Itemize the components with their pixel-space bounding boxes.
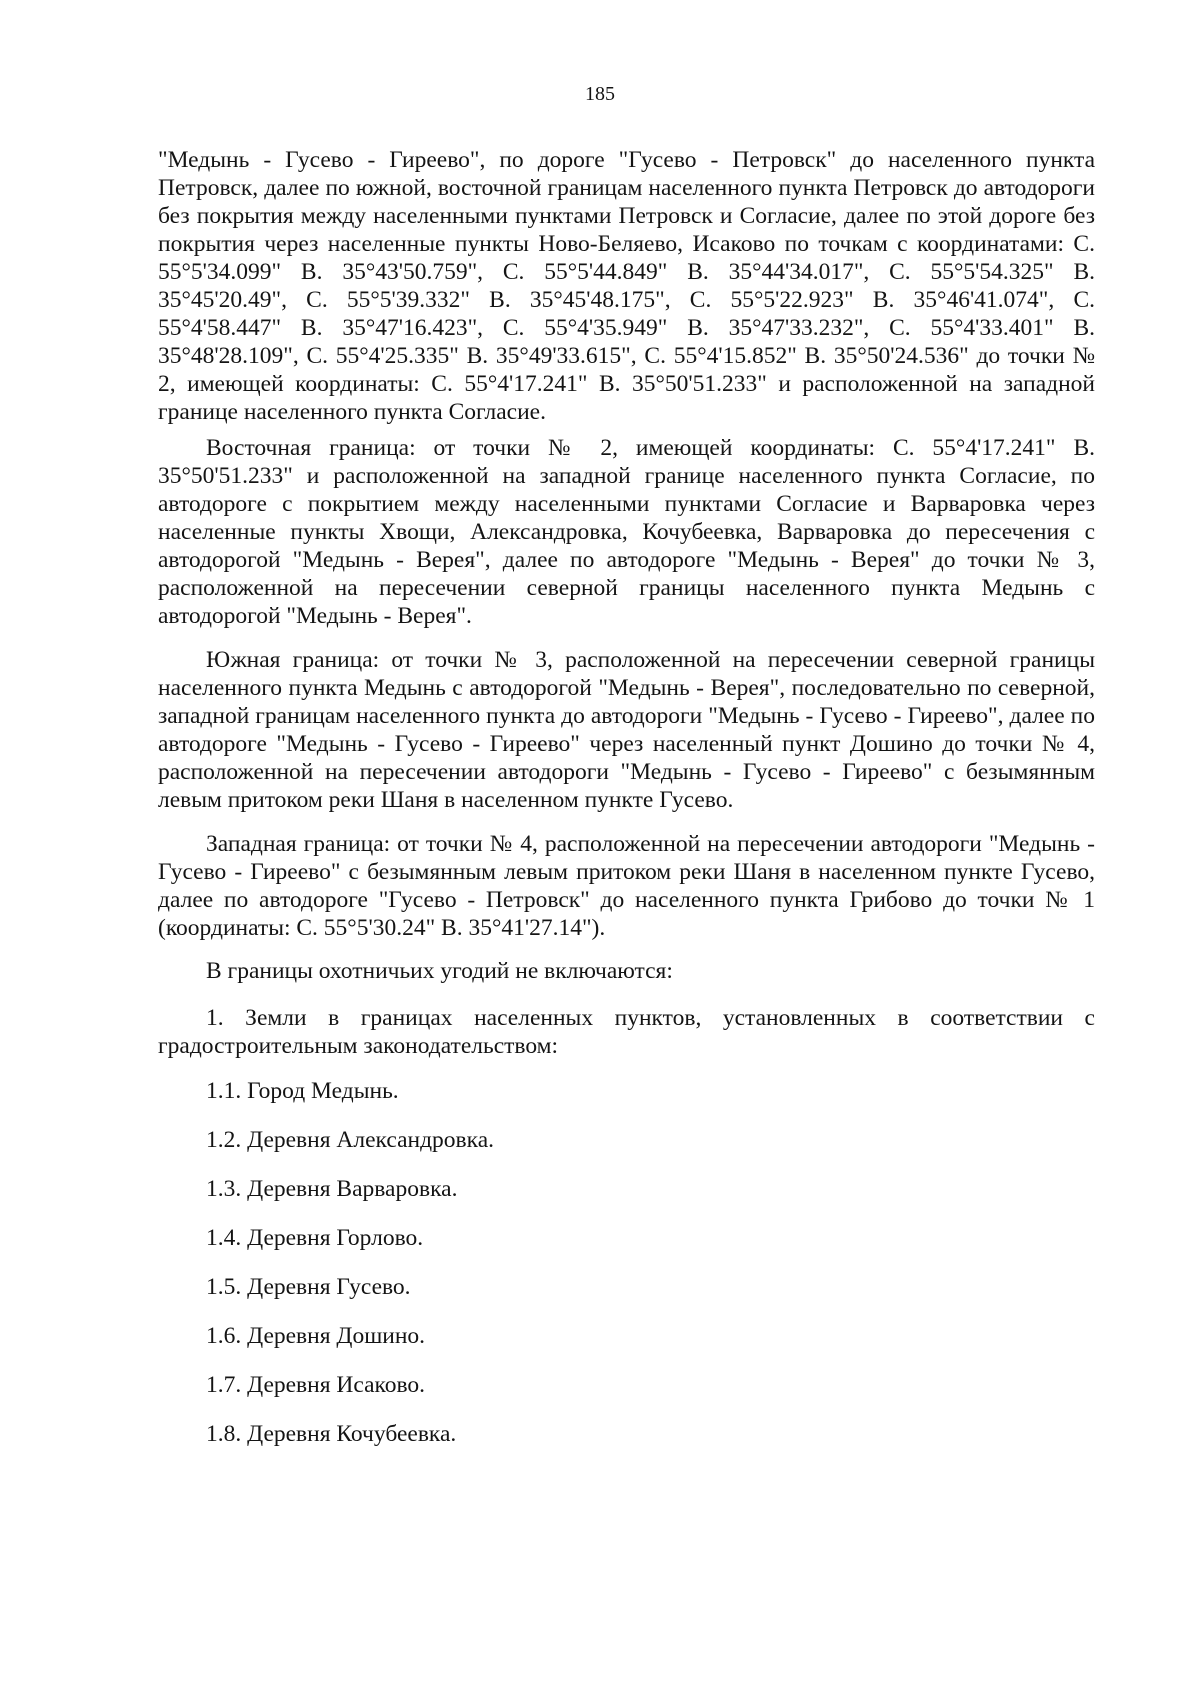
list-item: 1.6. Деревня Дошино. (206, 1323, 426, 1349)
paragraph-eastern-border: Восточная граница: от точки № 2, имеющей координаты: С. 55°4'17.241" В. 35°50'51.233" и расположенной на западной границе населенного пункта Согласие, по автодороге с покрытием между населенными пунктами Согласие и Варваровка через населенные пункты Хвощи, Александровка, Кочубеевка, Варваровка до пересечения с автодорогой "Медынь - Верея", далее по автодороге "Медынь - Верея" до точки № 3, расположенной на пересечении северной границы населенного пункта Медынь с автодорогой "Медынь - Верея". (158, 435, 1095, 629)
paragraph-northern-border-continuation: "Медынь - Гусево - Гиреево", по дороге "Гусево - Петровск" до населенного пункта Петровск, далее по южной, восточной границам населенного пункта Петровск до автодороги без покрытия между населенными пунктами Петровск и Согласие, далее по этой дороге без покрытия через населенные пункты Ново-Беляево, Исаково по точкам с координатами: С. 55°5'34.099" В. 35°43'50.759", С. 55°5'44.849" В. 35°44'34.017", С. 55°5'54.325" В. 35°45'20.49", С. 55°5'39.332" В. 35°45'48.175", С. 55°5'22.923" В. 35°46'41.074", С. 55°4'58.447" В. 35°47'16.423", С. 55°4'35.949" В. 35°47'33.232", С. 55°4'33.401" В. 35°48'28.109", С. 55°4'25.335" В. 35°49'33.615", С. 55°4'15.852" В. 35°50'24.536" до точки № 2, имеющей координаты: С. 55°4'17.241" В. 35°50'51.233" и расположенной на западной границе населенного пункта Согласие. (158, 147, 1095, 425)
list-item: 1.4. Деревня Горлово. (206, 1225, 424, 1251)
list-item: 1.7. Деревня Исаково. (206, 1372, 426, 1398)
list-item: 1.3. Деревня Варваровка. (206, 1176, 458, 1202)
list-item: 1.1. Город Медынь. (206, 1078, 399, 1104)
paragraph-western-border: Западная граница: от точки № 4, расположенной на пересечении автодороги "Медынь - Гусево - Гиреево" с безымянным левым притоком реки Шаня в населенном пункте Гусево, далее по автодороге "Гусево - Петровск" до населенного пункта Грибово до точки № 1 (координаты: С. 55°5'30.24" В. 35°41'27.14"). (158, 831, 1095, 941)
page-number: 185 (585, 83, 615, 105)
list-item: 1.2. Деревня Александровка. (206, 1127, 495, 1153)
list-item: 1.8. Деревня Кочубеевка. (206, 1421, 457, 1447)
paragraph-exclusion-item-1: 1. Земли в границах населенных пунктов, установленных в соответствии с градостроительным законодательством: (158, 1005, 1095, 1059)
list-item: 1.5. Деревня Гусево. (206, 1274, 411, 1300)
paragraph-southern-border: Южная граница: от точки № 3, расположенной на пересечении северной границы населенного пункта Медынь с автодорогой "Медынь - Верея", последовательно по северной, западной границам населенного пункта до автодороги "Медынь - Гусево - Гиреево", далее по автодороге "Медынь - Гусево - Гиреево" через населенный пункт Дошино до точки № 4, расположенной на пересечении автодороги "Медынь - Гусево - Гиреево" с безымянным левым притоком реки Шаня в населенном пункте Гусево. (158, 647, 1095, 813)
paragraph-exclusions-heading: В границы охотничьих угодий не включаются: (206, 958, 673, 984)
